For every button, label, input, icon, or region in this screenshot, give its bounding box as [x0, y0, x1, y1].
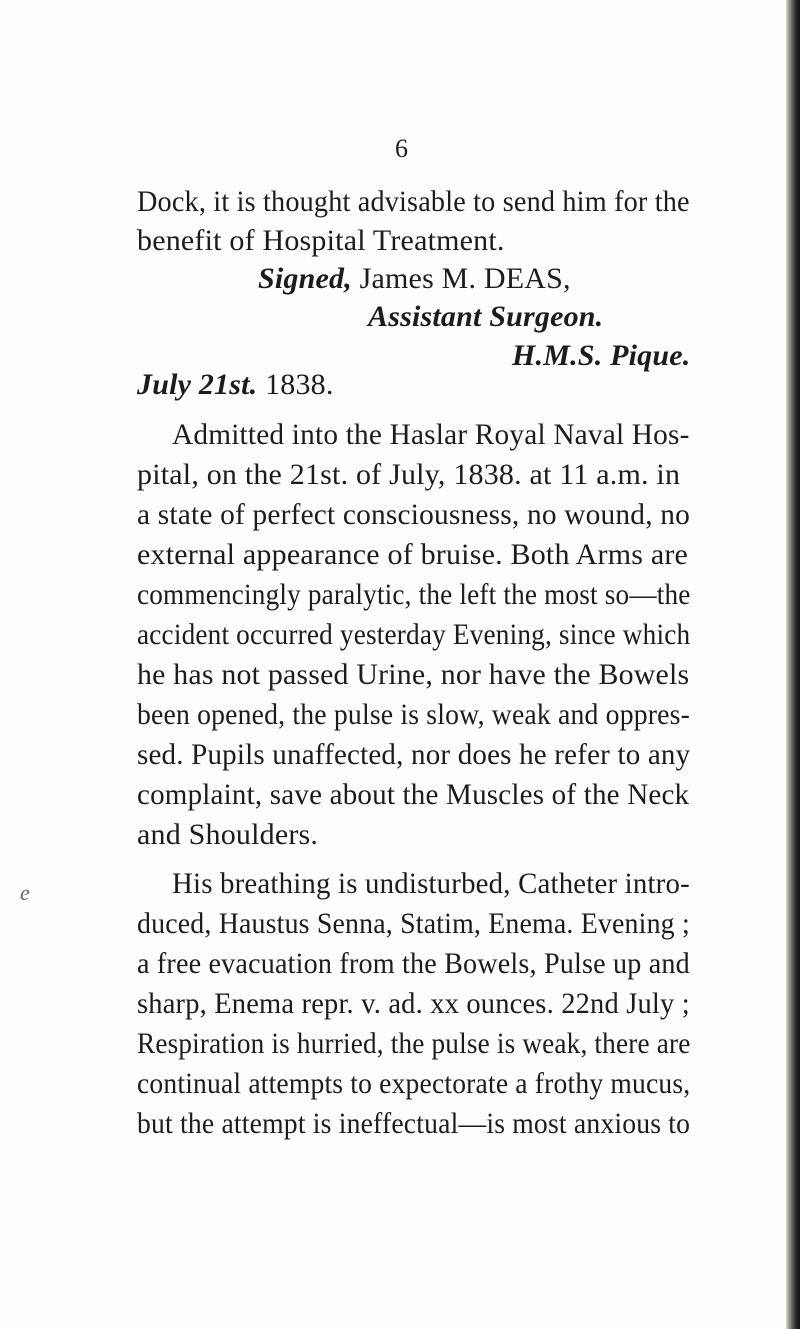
paragraph-1-line-5: commencingly paralytic, the left the most so—the: [137, 578, 691, 611]
margin-note: e: [20, 880, 30, 905]
page-number: 6: [395, 134, 408, 163]
ship-prefix: H.M.S.: [512, 339, 603, 372]
paragraph-1-line-6: accident occurred yesterday Evening, since which: [137, 618, 691, 651]
paragraph-1-line-9: sed. Pupils unaffected, nor does he refer to any: [137, 738, 691, 771]
paragraph-2-line-5: Respiration is hurried, the pulse is weak, there are: [137, 1027, 691, 1060]
ship-line: [512, 339, 690, 373]
ship-name: Pique.: [610, 339, 691, 372]
date-line: [137, 368, 334, 402]
signature-line: [258, 262, 571, 296]
paragraph-2-line-6: continual attempts to expectorate a frothy mucus,: [137, 1067, 691, 1100]
date-month: July: [137, 368, 192, 401]
signed-label: Signed,: [258, 262, 352, 295]
paragraph-1-line-3: a state of perfect consciousness, no wound, no: [137, 498, 691, 531]
date-day: 21st.: [198, 368, 258, 401]
paragraph-2-line-1: His breathing is undisturbed, Catheter intro-: [172, 867, 690, 900]
header-line-2: benefit of Hospital Treatment.: [137, 224, 505, 257]
header-line-1: Dock, it is thought advisable to send him for the: [137, 185, 690, 218]
paragraph-1-line-2: pital, on the 21st. of July, 1838. at 11 a.m. in: [137, 458, 681, 491]
paragraph-1-line-1: Admitted into the Haslar Royal Naval Hos-: [172, 418, 690, 451]
signer-name: James M. DEAS,: [359, 262, 571, 295]
paragraph-2-line-4: sharp, Enema repr. v. ad. xx ounces. 22nd July ;: [137, 987, 690, 1020]
paragraph-1-line-7: he has not passed Urine, nor have the Bowels: [137, 658, 690, 691]
paragraph-2-line-2: duced, Haustus Senna, Statim, Enema. Evening ;: [137, 907, 690, 940]
paragraph-1-line-10: complaint, save about the Muscles of the Neck: [137, 778, 690, 811]
paragraph-1-line-4: external appearance of bruise. Both Arms are: [137, 538, 689, 571]
paragraph-1-line-8: been opened, the pulse is slow, weak and oppres-: [137, 698, 691, 731]
date-year: 1838.: [265, 368, 334, 401]
signer-title: Assistant Surgeon.: [368, 300, 604, 333]
page-binding-edge: [786, 0, 800, 1329]
paragraph-2-line-3: a free evacuation from the Bowels, Pulse up and: [137, 947, 690, 980]
paragraph-1-line-11: and Shoulders.: [137, 818, 319, 851]
paragraph-2-line-7: but the attempt is ineffectual—is most anxious to: [137, 1107, 691, 1140]
